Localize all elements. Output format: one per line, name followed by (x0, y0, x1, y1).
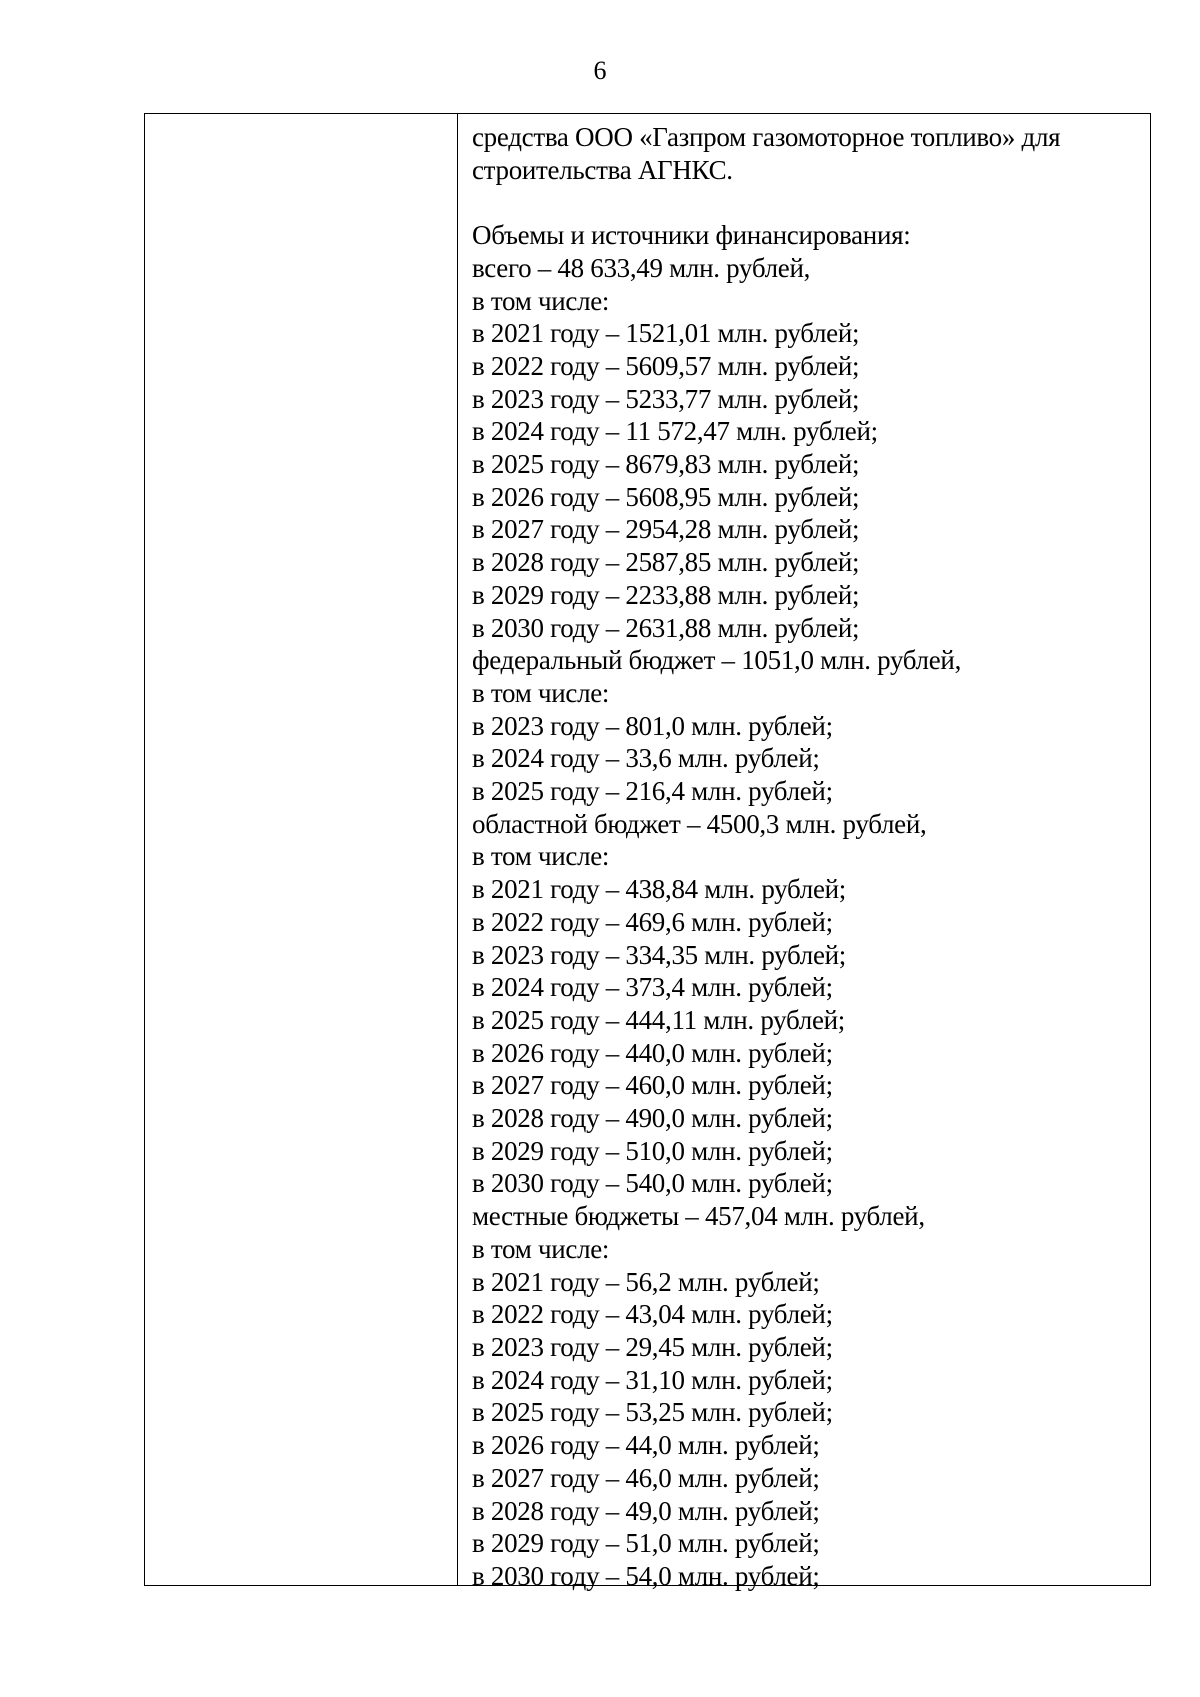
year-line: в 2030 году – 2631,88 млн. рублей; (472, 612, 860, 643)
year-line: в 2023 году – 29,45 млн. рублей; (472, 1332, 833, 1362)
regional-budget-line: областной бюджет – 4500,3 млн. рублей, (472, 808, 927, 839)
year-line: в 2022 году – 5609,57 млн. рублей; (472, 350, 860, 381)
year-line: в 2027 году – 460,0 млн. рублей; (472, 1070, 833, 1101)
year-line: в 2029 году – 51,0 млн. рублей; (472, 1528, 820, 1559)
year-line: в 2029 году – 510,0 млн. рублей; (472, 1135, 833, 1166)
year-line: в 2028 году – 2587,85 млн. рублей; (472, 547, 860, 578)
year-line: в 2024 году – 33,6 млн. рублей; (472, 743, 820, 774)
total-line: всего – 48 633,49 млн. рублей, (472, 252, 811, 283)
year-line: в 2030 году – 540,0 млн. рублей; (472, 1168, 833, 1199)
local-budgets-line: местные бюджеты – 457,04 млн. рублей, (472, 1201, 925, 1232)
text-line: в том числе: (472, 285, 610, 316)
year-line: в 2029 году – 2233,88 млн. рублей; (472, 579, 860, 610)
year-line: в 2027 году – 2954,28 млн. рублей; (472, 514, 860, 545)
text-line: в том числе: (472, 677, 610, 708)
year-line: в 2023 году – 801,0 млн. рублей; (472, 710, 833, 741)
table-right-cell (458, 114, 1150, 1591)
year-line: в 2026 году – 440,0 млн. рублей; (472, 1037, 833, 1068)
year-line: в 2021 году – 438,84 млн. рублей; (472, 874, 846, 905)
year-line: в 2030 году – 54,0 млн. рублей; (472, 1560, 820, 1591)
paragraph-spacer (472, 186, 1150, 219)
year-line: в 2022 году – 469,6 млн. рублей; (472, 906, 833, 937)
year-line: в 2026 году – 44,0 млн. рублей; (472, 1430, 820, 1461)
financing-heading: Объемы и источники финансирования: (472, 220, 911, 251)
table-left-cell (145, 114, 458, 1585)
year-line: в 2027 году – 46,0 млн. рублей; (472, 1462, 820, 1493)
intro-block (472, 121, 1150, 186)
year-line: в 2025 году – 216,4 млн. рублей; (472, 776, 833, 807)
year-line: в 2023 году – 5233,77 млн. рублей; (472, 383, 860, 414)
text-line: в том числе: (472, 841, 610, 872)
year-line: в 2025 году – 8679,83 млн. рублей; (472, 449, 860, 480)
text-line: в том числе: (472, 1233, 610, 1264)
year-line: в 2023 году – 334,35 млн. рублей; (472, 939, 846, 970)
year-line: в 2026 году – 5608,95 млн. рублей; (472, 481, 860, 512)
text-line: строительства АГНКС. (472, 154, 733, 185)
year-line: в 2022 году – 43,04 млн. рублей; (472, 1299, 833, 1330)
text-line: средства ООО «Газпром газомоторное топливо» для (472, 122, 1061, 152)
year-line: в 2021 году – 1521,01 млн. рублей; (472, 318, 860, 349)
year-line: в 2028 году – 490,0 млн. рублей; (472, 1103, 833, 1134)
document-table (144, 113, 1151, 1591)
year-line: в 2024 году – 31,10 млн. рублей; (472, 1364, 833, 1395)
year-line: в 2028 году – 49,0 млн. рублей; (472, 1495, 820, 1526)
financing-block (472, 219, 1150, 1593)
year-line: в 2024 году – 11 572,47 млн. рублей; (472, 416, 878, 447)
page-number: 6 (593, 56, 607, 85)
federal-budget-line: федеральный бюджет – 1051,0 млн. рублей, (472, 645, 962, 676)
year-line: в 2025 году – 53,25 млн. рублей; (472, 1397, 833, 1428)
year-line: в 2021 году – 56,2 млн. рублей; (472, 1266, 820, 1297)
year-line: в 2025 году – 444,11 млн. рублей; (472, 1004, 845, 1035)
year-line: в 2024 году – 373,4 млн. рублей; (472, 972, 833, 1003)
